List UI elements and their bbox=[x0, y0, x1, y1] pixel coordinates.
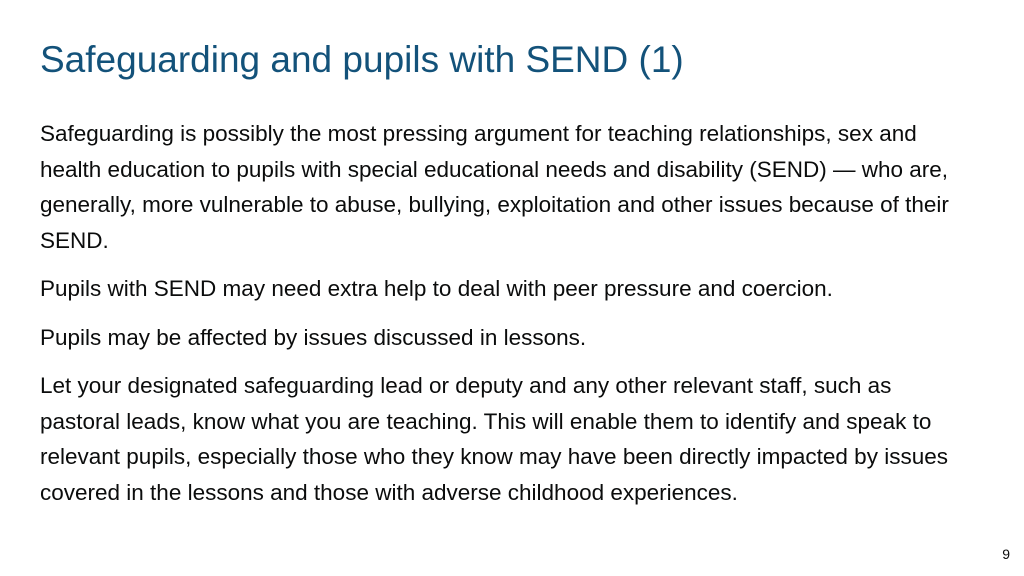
body-paragraph-1: Safeguarding is possibly the most pressing argument for teaching relationships, sex and health education to pupils with special educational needs and disability (SEND) — who are, generally, more vulnerable to abuse, bullying, exploitation and other issues because of their SEND. bbox=[40, 121, 949, 253]
body-paragraph-4: Let your designated safeguarding lead or deputy and any other relevant staff, such as pastoral leads, know what you are teaching. This will enable them to identify and speak to relevant pupils, especially those who they know may have been directly impacted by issues covered in the lessons and those with adverse childhood experiences. bbox=[40, 373, 948, 505]
page-number: 9 bbox=[1002, 546, 1010, 562]
slide-body bbox=[40, 116, 955, 523]
body-paragraph-2: Pupils with SEND may need extra help to deal with peer pressure and coercion. bbox=[40, 276, 833, 301]
slide-title: Safeguarding and pupils with SEND (1) bbox=[40, 39, 684, 80]
body-paragraph-3: Pupils may be affected by issues discussed in lessons. bbox=[40, 324, 587, 350]
